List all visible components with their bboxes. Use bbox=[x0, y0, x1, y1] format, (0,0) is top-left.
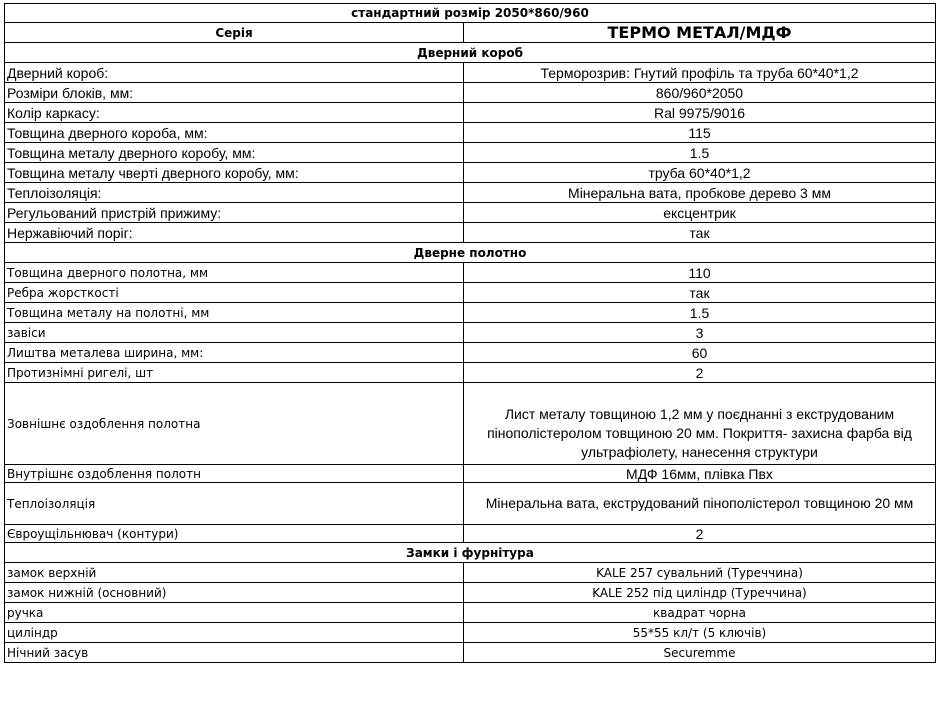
row-value: 1.5 bbox=[689, 144, 710, 161]
row-label: замок нижній (основний) bbox=[5, 583, 464, 602]
row-value: 115 bbox=[688, 124, 711, 141]
row-label: Нічний засув bbox=[5, 643, 464, 662]
row-label: Дверний короб: bbox=[5, 63, 464, 82]
row-label: Нержавіючий поріг: bbox=[5, 223, 464, 242]
row-label: Теплоізоляція bbox=[5, 483, 464, 524]
row-value: 3 bbox=[695, 324, 704, 341]
row-value: Securemme bbox=[663, 645, 736, 660]
section-title: Дверний короб bbox=[417, 45, 523, 60]
row-value: 55*55 кл/т (5 ключів) bbox=[632, 625, 767, 640]
row-value: Терморозрив: Гнутий профіль та труба 60*40*1,2 bbox=[540, 64, 859, 81]
table-row bbox=[5, 464, 935, 482]
row-label: Регульований пристрій прижиму: bbox=[5, 203, 464, 222]
row-value: Мінеральна вата, пробкове дерево 3 мм bbox=[568, 184, 831, 201]
series-label: Серія bbox=[5, 23, 464, 42]
table-row bbox=[5, 602, 935, 622]
row-value: 1.5 bbox=[689, 304, 710, 321]
table-row bbox=[5, 142, 935, 162]
table-row bbox=[5, 362, 935, 382]
row-value: труба 60*40*1,2 bbox=[648, 164, 751, 181]
row-value: 2 bbox=[695, 364, 704, 381]
table-row bbox=[5, 222, 935, 242]
table-row bbox=[5, 482, 935, 524]
row-label: Протизнімні ригелі, шт bbox=[5, 363, 464, 382]
table-row bbox=[5, 262, 935, 282]
row-label: циліндр bbox=[5, 623, 464, 642]
row-value: 110 bbox=[688, 264, 711, 281]
table-title-row bbox=[5, 4, 935, 22]
table-row bbox=[5, 122, 935, 142]
row-label: Лиштва металева ширина, мм: bbox=[5, 343, 464, 362]
row-label: Товщина металу дверного коробу, мм: bbox=[5, 143, 464, 162]
table-row bbox=[5, 524, 935, 542]
row-label: Зовнішнє оздоблення полотна bbox=[5, 383, 464, 464]
table-row bbox=[5, 202, 935, 222]
table-row bbox=[5, 62, 935, 82]
row-value: KALE 257 сувальний (Туреччина) bbox=[596, 565, 803, 580]
row-value: так bbox=[689, 284, 710, 301]
row-label: Теплоізоляція: bbox=[5, 183, 464, 202]
row-value: так bbox=[689, 224, 710, 241]
row-value: 60 bbox=[691, 344, 708, 361]
table-row bbox=[5, 622, 935, 642]
table-row bbox=[5, 102, 935, 122]
table-row bbox=[5, 582, 935, 602]
row-label: Товщина металу чверті дверного коробу, мм: bbox=[5, 163, 464, 182]
row-label: замок верхній bbox=[5, 563, 464, 582]
row-label: ручка bbox=[5, 603, 464, 622]
row-label: Євроущільнювач (контури) bbox=[5, 525, 464, 542]
row-value: 860/960*2050 bbox=[655, 84, 744, 101]
row-label: Розміри блоків, мм: bbox=[5, 83, 464, 102]
row-label: Ребра жорсткості bbox=[5, 283, 464, 302]
table-row bbox=[5, 562, 935, 582]
row-label: Товщина дверного короба, мм: bbox=[5, 123, 464, 142]
section-title: Дверне полотно bbox=[413, 245, 527, 260]
row-label: Товщина металу на полотні, мм bbox=[5, 303, 464, 322]
table-row bbox=[5, 282, 935, 302]
section-header-locks bbox=[5, 542, 935, 562]
row-label: Внутрішнє оздоблення полотн bbox=[5, 465, 464, 482]
row-value: ексцентрик bbox=[663, 204, 736, 221]
section-header-door-frame bbox=[5, 42, 935, 62]
table-row bbox=[5, 82, 935, 102]
table-row bbox=[5, 302, 935, 322]
table-row bbox=[5, 162, 935, 182]
table-row bbox=[5, 342, 935, 362]
table-title: стандартний розмір 2050*860/960 bbox=[351, 6, 589, 20]
table-row bbox=[5, 382, 935, 464]
row-value: KALE 252 під циліндр (Туреччина) bbox=[592, 585, 807, 600]
table-row bbox=[5, 642, 935, 662]
row-label: Колір каркасу: bbox=[5, 103, 464, 122]
row-value: Мінеральна вата, екструдований пінополістерол товщиною 20 мм bbox=[485, 495, 914, 511]
row-value: МДФ 16мм, плівка Пвх bbox=[626, 465, 773, 482]
section-header-door-leaf bbox=[5, 242, 935, 262]
table-row bbox=[5, 182, 935, 202]
spec-table bbox=[4, 3, 936, 663]
table-row bbox=[5, 322, 935, 342]
row-value: 2 bbox=[695, 525, 704, 542]
series-header-row bbox=[5, 22, 935, 42]
series-value: ТЕРМО МЕТАЛ/МДФ bbox=[607, 23, 792, 42]
section-title: Замки і фурнітура bbox=[406, 545, 534, 560]
row-label: завіси bbox=[5, 323, 464, 342]
row-value: Лист металу товщиною 1,2 мм у поєднанні з екструдованим пінополістеролом товщиною 20 мм. Покриття- захисна фарба від ультрафіолету, нанесення структури bbox=[487, 406, 912, 460]
row-value: квадрат чорна bbox=[653, 605, 746, 620]
row-value: Ral 9975/9016 bbox=[653, 104, 746, 121]
row-label: Товщина дверного полотна, мм bbox=[5, 263, 464, 282]
